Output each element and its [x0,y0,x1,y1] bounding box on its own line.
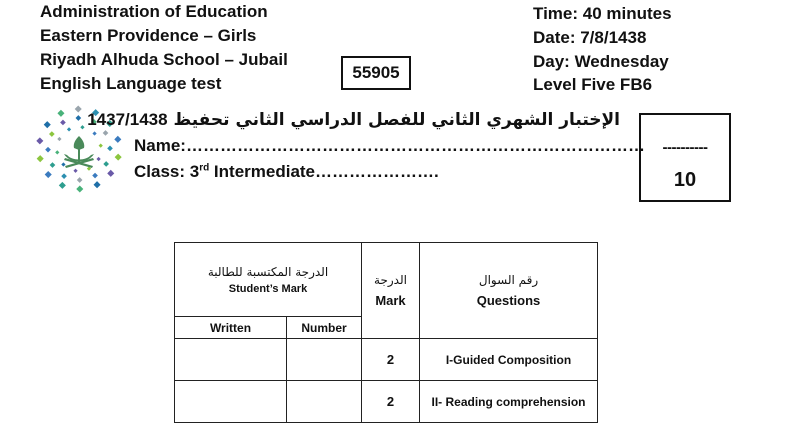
exam-title-text: الإختبار الشهري الثاني للفصل الدراسي الثاني تحفيظ [173,110,620,130]
mark-arabic: الدرجة [374,273,407,287]
written-header: Written [175,317,287,339]
test-level: Level Five FB6 [533,75,653,94]
score-box [639,113,731,202]
mark-header [362,243,420,339]
test-code: 55905 [352,63,400,82]
student-name-field: Name:……………………………………………………………………… [134,136,645,155]
class-prefix: Class: 3 [134,162,200,181]
test-day: Day: Wednesday [533,52,669,71]
score-total: 10 [673,169,697,191]
test-time: Time: 40 minutes [533,4,672,23]
academic-year: 1437/1438 [87,110,168,129]
number-cell [287,381,362,423]
questions-arabic: رقم السوال [478,273,539,287]
student-class-field [134,162,439,182]
mark-cell: 2 [362,381,420,423]
number-cell [287,339,362,381]
question-cell: I-Guided Composition [420,339,598,381]
number-header: Number [287,317,362,339]
question-cell: II- Reading comprehension [420,381,598,423]
questions-english: Questions [476,293,541,308]
student-mark-english: Student’s Mark [228,282,308,295]
questions-header [420,243,598,339]
test-code-box [341,56,411,90]
test-subject: English Language test [40,74,222,93]
test-date: Date: 7/8/1438 [533,28,647,47]
score-blank: ---------- [662,139,708,156]
class-suffix-sup: rd [199,162,210,174]
student-mark-arabic: الدرجة المكتسبة للطالبة [207,264,329,279]
exam-title-arabic [87,110,620,130]
table-header-row [175,243,598,317]
student-mark-header [175,243,362,317]
region-name: Eastern Providence – Girls [40,26,257,45]
table-row [175,339,598,381]
mark-cell: 2 [362,339,420,381]
mark-english: Mark [375,293,406,308]
written-cell [175,339,287,381]
table-row [175,381,598,423]
class-suffix: Intermediate…………………. [209,162,439,181]
marks-table [174,242,598,423]
written-cell [175,381,287,423]
school-name: Riyadh Alhuda School – Jubail [40,50,288,69]
education-administration: Administration of Education [40,2,268,21]
